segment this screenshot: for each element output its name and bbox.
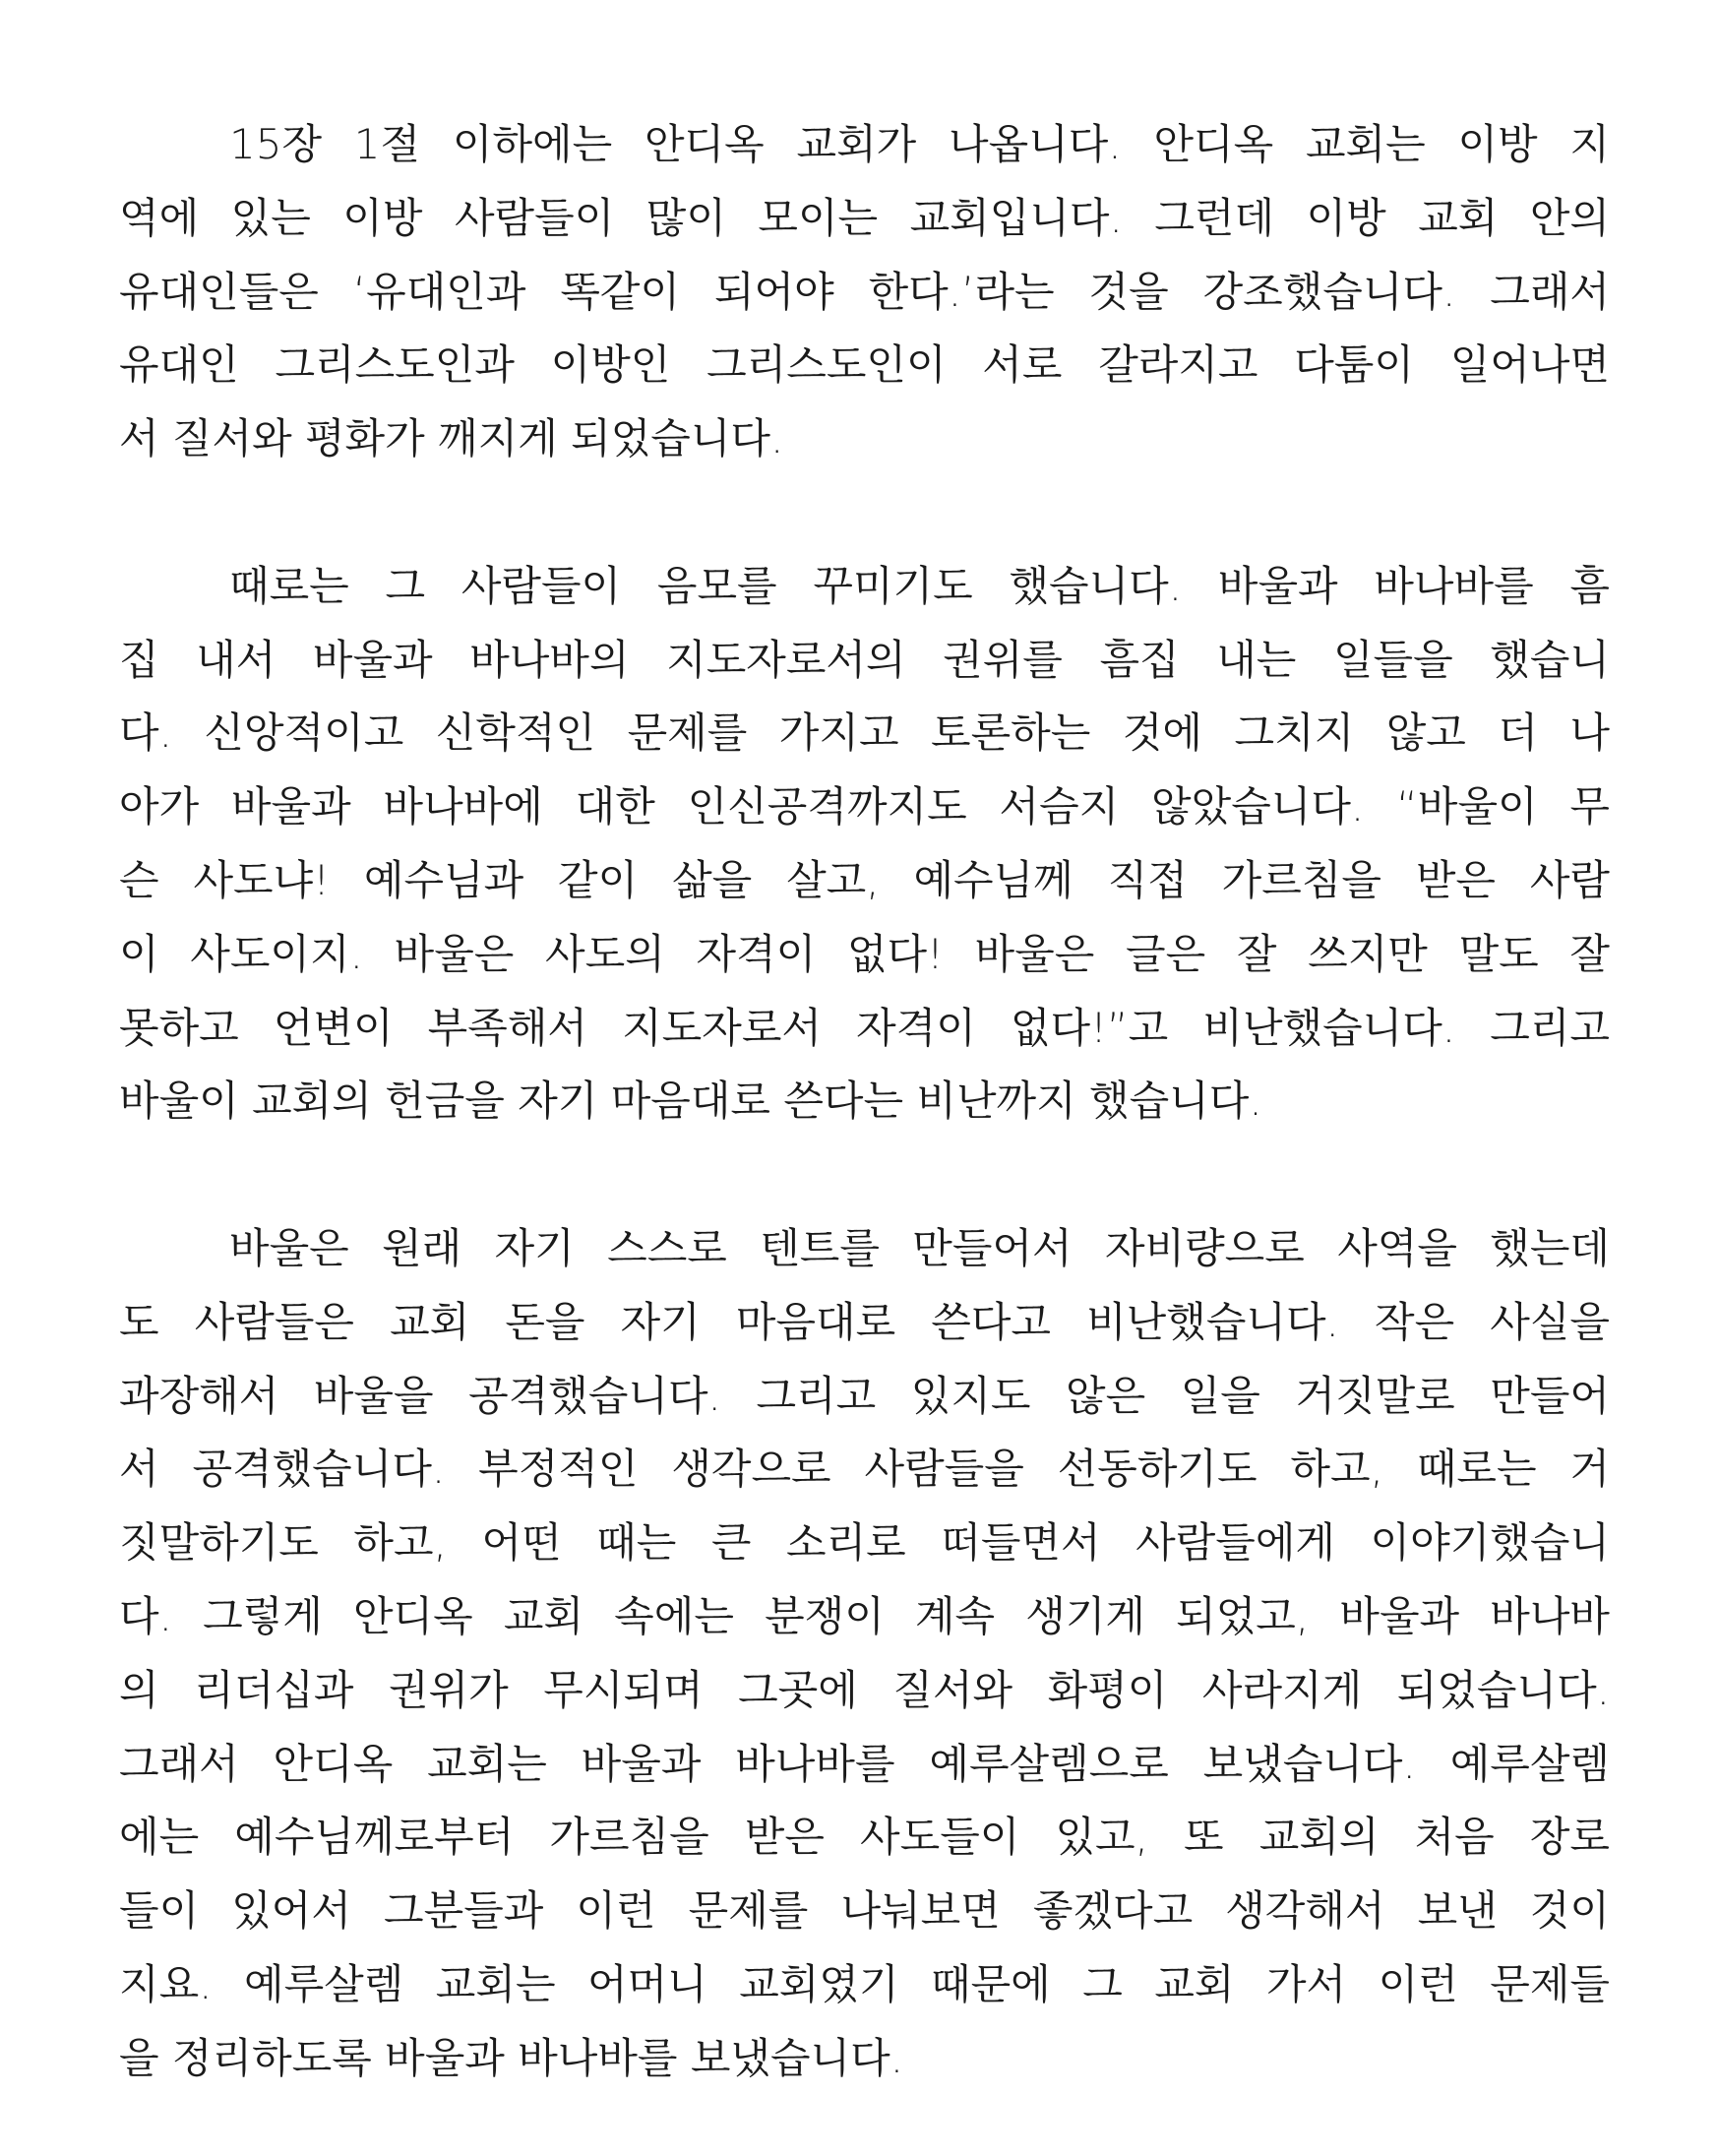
text-line: 들이 있어서 그분들과 이런 문제를 나눠보면 좋겠다고 생각해서 보낸 것이 (119, 1886, 1610, 1936)
paragraph-2 (119, 550, 1610, 1139)
text-line: 짓말하기도 하고, 어떤 때는 큰 소리로 떠들면서 사람들에게 이야기했습니 (119, 1518, 1610, 1568)
text-line: 바울은 원래 자기 스스로 텐트를 만들어서 자비량으로 사역을 했는데 (229, 1223, 1610, 1272)
text-line: 집 내서 바울과 바나바의 지도자로서의 권위를 흠집 내는 일들을 했습니 (119, 635, 1610, 684)
text-line: 다. 신앙적이고 신학적인 문제를 가지고 토론하는 것에 그치지 않고 더 나 (119, 708, 1610, 758)
text-line: 을 정리하도록 바울과 바나바를 보냈습니다. (119, 2033, 904, 2082)
paragraph-3 (119, 1212, 1610, 2096)
text-line: 15장 1절 이하에는 안디옥 교회가 나옵니다. 안디옥 교회는 이방 지 (229, 120, 1610, 168)
text-line: 못하고 언변이 부족해서 지도자로서 자격이 없다!”고 비난했습니다. 그리고 (119, 1003, 1610, 1052)
text-line: 역에 있는 이방 사람들이 많이 모이는 교회입니다. 그런데 이방 교회 안의 (119, 193, 1610, 242)
text-line: 이 사도이지. 바울은 사도의 자격이 없다! 바울은 글은 잘 쓰지만 말도 잘 (119, 929, 1610, 978)
paragraph-gap (119, 1139, 1610, 1212)
paragraph-gap (119, 476, 1610, 550)
text-line: 때로는 그 사람들이 음모를 꾸미기도 했습니다. 바울과 바나바를 흠 (229, 561, 1610, 610)
text-line: 슨 사도냐! 예수님과 같이 삶을 살고, 예수님께 직접 가르침을 받은 사람 (119, 855, 1610, 904)
text-line: 에는 예수님께로부터 가르침을 받은 사도들이 있고, 또 교회의 처음 장로 (119, 1813, 1610, 1862)
text-line: 바울이 교회의 헌금을 자기 마음대로 쓴다는 비난까지 했습니다. (119, 1077, 1262, 1126)
text-line: 과장해서 바울을 공격했습니다. 그리고 있지도 않은 일을 거짓말로 만들어 (119, 1371, 1610, 1420)
text-line: 서 질서와 평화가 깨지게 되었습니다. (119, 414, 784, 463)
text-line: 지요. 예루살렘 교회는 어머니 교회였기 때문에 그 교회 가서 이런 문제들 (119, 1959, 1610, 2008)
text-line: 도 사람들은 교회 돈을 자기 마음대로 쓴다고 비난했습니다. 작은 사실을 (119, 1297, 1610, 1346)
text-line: 유대인 그리스도인과 이방인 그리스도인이 서로 갈라지고 다툼이 일어나면 (119, 340, 1610, 390)
text-line: 서 공격했습니다. 부정적인 생각으로 사람들을 선동하기도 하고, 때로는 거 (119, 1445, 1610, 1494)
text-line: 아가 바울과 바나바에 대한 인신공격까지도 서슴지 않았습니다. “바울이 무 (119, 782, 1610, 832)
text-line: 의 리더십과 권위가 무시되며 그곳에 질서와 화평이 사라지게 되었습니다. (119, 1665, 1610, 1714)
text-line: 그래서 안디옥 교회는 바울과 바나바를 예루살렘으로 보냈습니다. 예루살렘 (119, 1739, 1610, 1788)
document-page (119, 108, 1610, 2096)
text-line: 유대인들은 ‘유대인과 똑같이 되어야 한다.’라는 것을 강조했습니다. 그래서 (119, 267, 1610, 316)
text-line: 다. 그렇게 안디옥 교회 속에는 분쟁이 계속 생기게 되었고, 바울과 바나바 (119, 1591, 1610, 1640)
paragraph-1 (119, 108, 1610, 476)
